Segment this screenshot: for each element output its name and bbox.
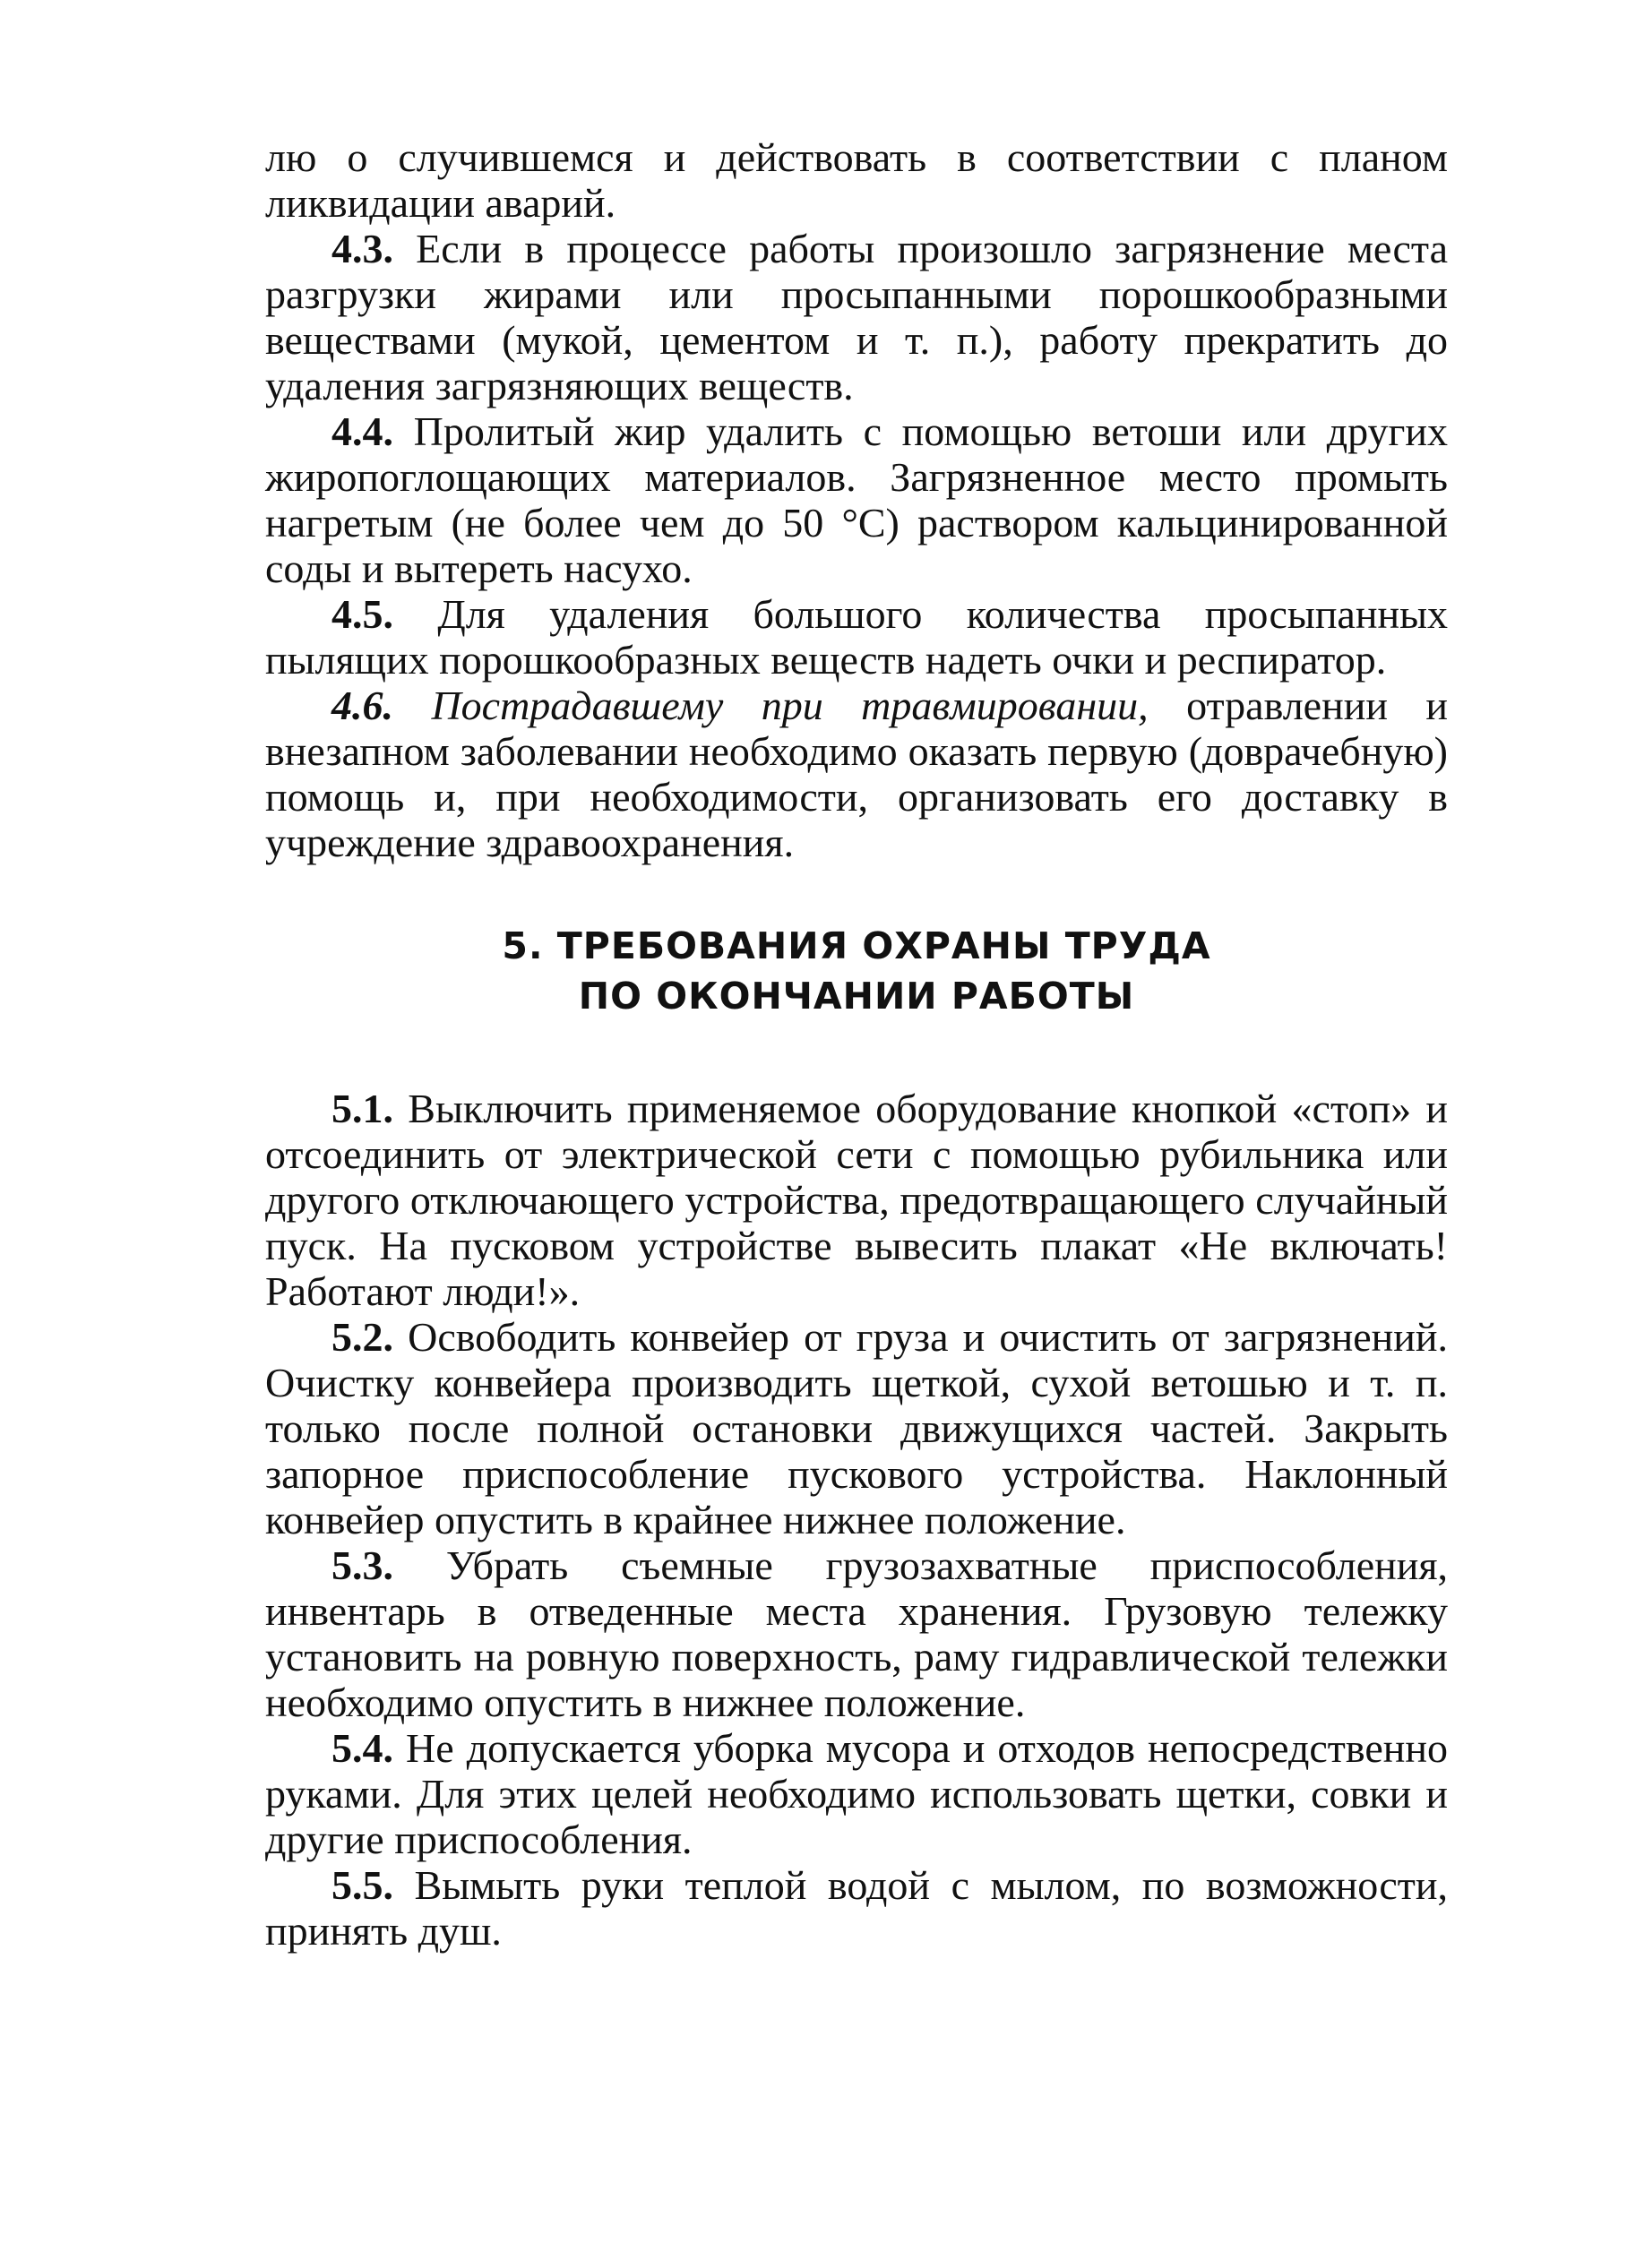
section-heading — [265, 921, 1448, 1021]
item-text-italic: Пострадавшему при травмировании, — [431, 683, 1149, 728]
paragraph-5-5 — [265, 1862, 1448, 1954]
document-page — [265, 134, 1448, 1954]
item-number: 5.2. — [331, 1314, 393, 1360]
item-number: 5.1. — [331, 1086, 393, 1131]
item-text: Выключить применяемое оборудование кнопкой «стоп» и отсоединить от электрической сети с помощью рубильника или другого отключающего устройства, предотвращающего случайный пуск. На пусковом устройстве вывесить плакат «Не включать! Работают люди!». — [265, 1086, 1448, 1314]
item-number: 4.6. — [331, 683, 393, 728]
item-number: 5.5. — [331, 1862, 393, 1908]
section-heading-line1: 5. ТРЕБОВАНИЯ ОХРАНЫ ТРУДА — [502, 924, 1211, 967]
paragraph-continuation: лю о случившемся и действовать в соответствии с планом ликвидации аварий. — [265, 134, 1448, 226]
item-text: Если в процессе работы произошло загрязнение места разгрузки жирами или просыпанными порошкообразными веществами (мукой, цементом и т. п.), работу прекратить до удаления загрязняющих веществ. — [265, 226, 1448, 408]
paragraph-5-3 — [265, 1542, 1448, 1725]
item-number: 4.3. — [331, 226, 393, 271]
paragraph-4-4 — [265, 408, 1448, 591]
paragraph-4-3 — [265, 226, 1448, 408]
paragraph-5-1 — [265, 1086, 1448, 1314]
paragraph-4-6 — [265, 683, 1448, 865]
item-number: 5.4. — [331, 1725, 393, 1771]
paragraph-5-4 — [265, 1725, 1448, 1862]
item-number: 4.4. — [331, 408, 393, 454]
paragraph-5-2 — [265, 1314, 1448, 1542]
item-text: Не допускается уборка мусора и отходов непосредственно руками. Для этих целей необходимо использовать щетки, совки и другие приспособления. — [265, 1725, 1448, 1862]
item-text: отравлении и внезапном заболевании необходимо оказать первую (доврачебную) помощь и, при необходимости, организовать его доставку в учреждение здравоохранения. — [265, 683, 1448, 865]
item-text: Освободить конвейер от груза и очистить от загрязнений. Очистку конвейера производить щеткой, сухой ветошью и т. п. только после полной остановки движущихся частей. Закрыть запорное приспособление пускового устройства. Наклонный конвейер опустить в крайнее нижнее положение. — [265, 1314, 1448, 1542]
item-text: Убрать съемные грузозахватные приспособления, инвентарь в отведенные места хранения. Грузовую тележку установить на ровную поверхность, раму гидравлической тележки необходимо опустить в нижнее положение. — [265, 1542, 1449, 1725]
item-text: Вымыть руки теплой водой с мылом, по возможности, принять душ. — [265, 1862, 1448, 1954]
section-heading-line2: ПО ОКОНЧАНИИ РАБОТЫ — [578, 975, 1135, 1018]
item-text: Пролитый жир удалить с помощью ветоши или других жиропоглощающих материалов. Загрязненное место промыть нагретым (не более чем до 50 °С) раствором кальцинированной соды и вытереть насухо. — [265, 408, 1449, 591]
item-text: Для удаления большого количества просыпанных пылящих порошкообразных веществ надеть очки и респиратор. — [265, 591, 1448, 683]
item-number: 5.3. — [331, 1542, 393, 1588]
paragraph-4-5 — [265, 591, 1448, 683]
item-number: 4.5. — [331, 591, 393, 637]
